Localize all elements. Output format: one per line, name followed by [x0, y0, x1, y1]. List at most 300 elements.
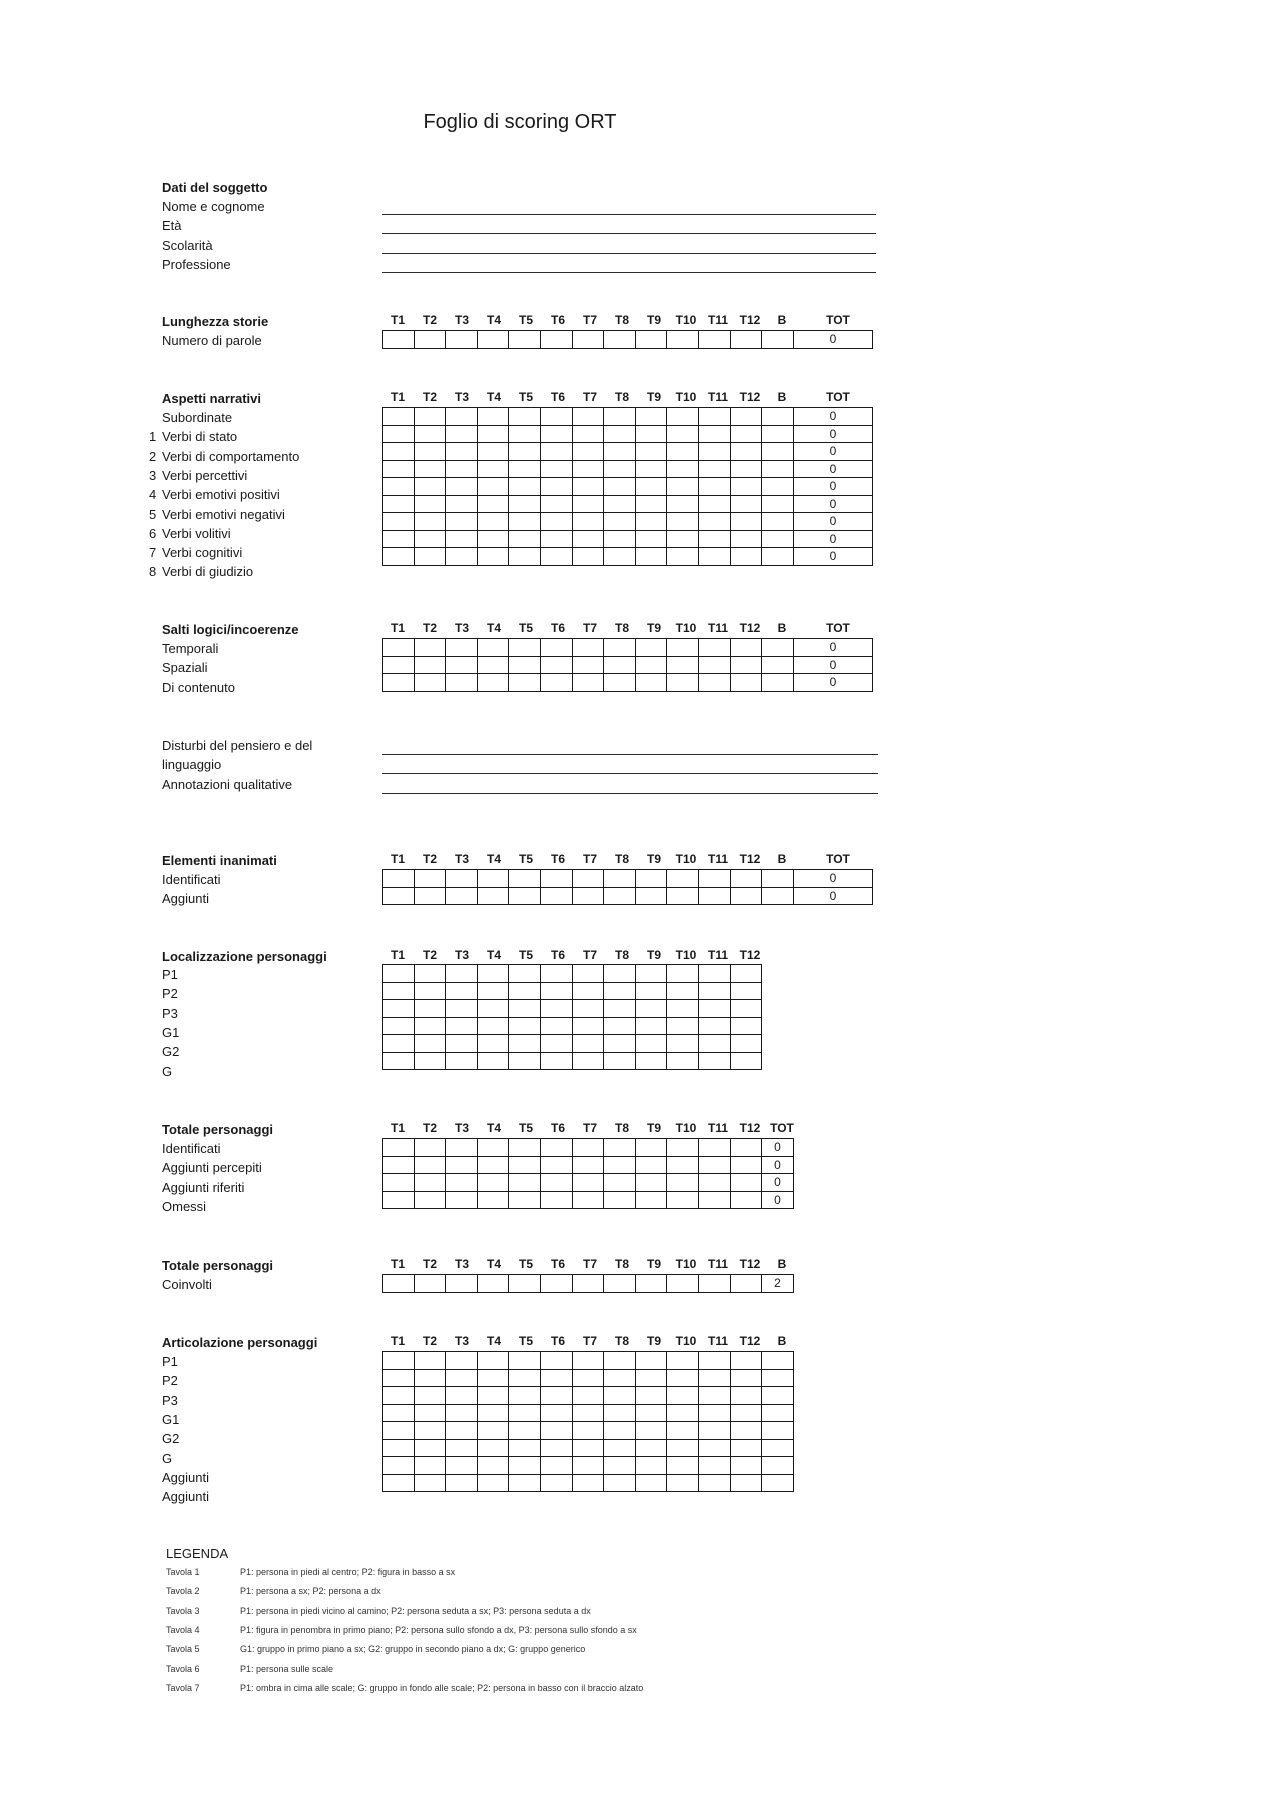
score-cell[interactable] — [414, 1422, 446, 1440]
score-cell[interactable] — [635, 478, 667, 496]
score-cell[interactable] — [698, 1474, 730, 1492]
score-cell[interactable] — [667, 1275, 699, 1293]
score-cell[interactable] — [667, 656, 699, 674]
score-cell[interactable] — [572, 1035, 604, 1053]
score-cell[interactable] — [572, 478, 604, 496]
score-cell[interactable] — [383, 674, 415, 692]
score-cell[interactable] — [540, 425, 572, 443]
score-cell[interactable] — [572, 1156, 604, 1174]
score-cell[interactable] — [477, 1052, 509, 1070]
score-cell[interactable] — [698, 1404, 730, 1422]
score-cell[interactable] — [477, 1275, 509, 1293]
score-cell[interactable] — [572, 1000, 604, 1018]
score-cell[interactable] — [540, 495, 572, 513]
score-cell[interactable] — [698, 1439, 730, 1457]
score-cell[interactable] — [383, 1174, 415, 1192]
score-cell[interactable] — [509, 639, 541, 657]
score-cell[interactable] — [446, 870, 478, 888]
score-cell[interactable] — [667, 1474, 699, 1492]
score-cell[interactable] — [667, 1035, 699, 1053]
score-cell[interactable] — [509, 425, 541, 443]
score-cell[interactable] — [604, 1035, 636, 1053]
score-cell[interactable] — [446, 530, 478, 548]
score-cell[interactable] — [383, 1139, 415, 1157]
score-cell[interactable] — [383, 1404, 415, 1422]
score-cell[interactable] — [572, 1387, 604, 1405]
fill-in-line[interactable] — [382, 253, 876, 254]
score-cell[interactable] — [540, 656, 572, 674]
score-cell[interactable] — [540, 1017, 572, 1035]
score-cell[interactable] — [730, 1156, 762, 1174]
score-cell[interactable] — [572, 530, 604, 548]
score-cell[interactable] — [698, 548, 730, 566]
score-cell[interactable] — [730, 495, 762, 513]
score-cell[interactable] — [540, 1191, 572, 1209]
score-cell[interactable] — [477, 1017, 509, 1035]
score-cell[interactable] — [572, 887, 604, 905]
score-cell[interactable] — [509, 1352, 541, 1370]
score-cell[interactable] — [635, 1474, 667, 1492]
score-cell[interactable] — [698, 1275, 730, 1293]
score-cell[interactable] — [730, 1017, 762, 1035]
score-cell[interactable] — [667, 870, 699, 888]
score-cell[interactable] — [383, 548, 415, 566]
score-cell[interactable] — [477, 1156, 509, 1174]
score-cell[interactable] — [477, 1191, 509, 1209]
score-cell[interactable] — [667, 331, 699, 349]
score-cell[interactable] — [414, 1156, 446, 1174]
score-cell[interactable] — [414, 1000, 446, 1018]
score-cell[interactable] — [446, 443, 478, 461]
score-cell[interactable] — [383, 887, 415, 905]
score-cell-b[interactable] — [762, 425, 794, 443]
score-cell[interactable] — [509, 1422, 541, 1440]
score-cell[interactable] — [667, 1404, 699, 1422]
score-cell[interactable] — [698, 1035, 730, 1053]
score-cell[interactable] — [540, 1457, 572, 1475]
score-cell[interactable] — [698, 982, 730, 1000]
score-cell[interactable] — [604, 495, 636, 513]
score-cell[interactable] — [604, 639, 636, 657]
score-cell[interactable] — [635, 656, 667, 674]
score-cell[interactable] — [635, 1174, 667, 1192]
score-cell-b[interactable] — [762, 1474, 794, 1492]
score-cell-b[interactable] — [762, 530, 794, 548]
score-cell[interactable] — [540, 1275, 572, 1293]
score-cell[interactable] — [509, 1017, 541, 1035]
score-cell[interactable] — [383, 639, 415, 657]
score-cell[interactable] — [540, 1052, 572, 1070]
score-cell-b[interactable] — [762, 1352, 794, 1370]
score-cell-b[interactable] — [762, 443, 794, 461]
score-cell[interactable] — [604, 1017, 636, 1035]
score-cell[interactable] — [698, 1352, 730, 1370]
score-cell[interactable] — [509, 1156, 541, 1174]
score-cell-b[interactable] — [762, 1387, 794, 1405]
score-cell[interactable] — [414, 887, 446, 905]
score-cell[interactable] — [572, 1191, 604, 1209]
score-cell[interactable] — [730, 478, 762, 496]
score-cell[interactable] — [667, 1156, 699, 1174]
score-cell[interactable] — [572, 965, 604, 983]
score-cell[interactable] — [509, 1191, 541, 1209]
score-cell[interactable] — [383, 870, 415, 888]
score-cell[interactable] — [446, 639, 478, 657]
score-cell[interactable] — [446, 1439, 478, 1457]
score-cell[interactable] — [446, 1035, 478, 1053]
score-cell[interactable] — [509, 1000, 541, 1018]
score-cell[interactable] — [540, 1369, 572, 1387]
score-cell[interactable] — [635, 674, 667, 692]
score-cell[interactable] — [730, 1439, 762, 1457]
score-cell[interactable] — [383, 495, 415, 513]
score-cell[interactable] — [446, 1404, 478, 1422]
score-cell[interactable] — [635, 639, 667, 657]
score-cell[interactable] — [509, 1369, 541, 1387]
score-cell[interactable] — [730, 425, 762, 443]
score-cell[interactable] — [698, 639, 730, 657]
score-cell[interactable] — [540, 478, 572, 496]
score-cell[interactable] — [509, 1139, 541, 1157]
score-cell[interactable] — [446, 1387, 478, 1405]
score-cell[interactable] — [730, 639, 762, 657]
score-cell[interactable] — [572, 443, 604, 461]
score-cell[interactable] — [604, 1439, 636, 1457]
score-cell-b[interactable] — [762, 1439, 794, 1457]
score-cell[interactable] — [635, 1035, 667, 1053]
score-cell[interactable] — [477, 331, 509, 349]
score-cell[interactable] — [477, 656, 509, 674]
score-cell[interactable] — [730, 1174, 762, 1192]
score-cell[interactable] — [604, 513, 636, 531]
score-cell[interactable] — [572, 656, 604, 674]
score-cell[interactable] — [446, 331, 478, 349]
score-cell[interactable] — [540, 1139, 572, 1157]
score-cell[interactable] — [698, 1139, 730, 1157]
score-cell[interactable] — [414, 965, 446, 983]
score-cell[interactable] — [383, 408, 415, 426]
score-cell[interactable] — [383, 443, 415, 461]
score-cell[interactable] — [667, 425, 699, 443]
score-cell[interactable] — [635, 887, 667, 905]
score-cell[interactable] — [730, 1404, 762, 1422]
score-cell-b[interactable] — [762, 513, 794, 531]
score-cell[interactable] — [446, 513, 478, 531]
score-cell[interactable] — [446, 478, 478, 496]
score-cell[interactable] — [572, 870, 604, 888]
score-cell[interactable] — [604, 1369, 636, 1387]
score-cell[interactable] — [604, 1000, 636, 1018]
score-cell[interactable] — [698, 1017, 730, 1035]
score-cell[interactable] — [540, 530, 572, 548]
score-cell[interactable] — [446, 1369, 478, 1387]
score-cell[interactable] — [540, 460, 572, 478]
fill-in-line[interactable] — [382, 214, 876, 215]
score-cell[interactable] — [730, 674, 762, 692]
score-cell[interactable] — [698, 530, 730, 548]
score-cell[interactable] — [414, 1369, 446, 1387]
score-cell[interactable] — [477, 1439, 509, 1457]
score-cell[interactable] — [383, 1352, 415, 1370]
score-cell[interactable] — [509, 513, 541, 531]
score-cell[interactable] — [604, 656, 636, 674]
score-cell[interactable] — [509, 674, 541, 692]
score-cell[interactable] — [446, 1474, 478, 1492]
score-cell[interactable] — [604, 1275, 636, 1293]
score-cell[interactable] — [509, 1275, 541, 1293]
score-cell[interactable] — [698, 656, 730, 674]
score-cell[interactable] — [572, 331, 604, 349]
score-cell[interactable] — [446, 1352, 478, 1370]
score-cell[interactable] — [509, 460, 541, 478]
score-cell[interactable] — [477, 674, 509, 692]
score-cell[interactable] — [414, 548, 446, 566]
score-cell[interactable] — [446, 1052, 478, 1070]
score-cell[interactable] — [572, 460, 604, 478]
score-cell[interactable] — [477, 513, 509, 531]
score-cell[interactable] — [635, 1422, 667, 1440]
score-cell[interactable] — [698, 331, 730, 349]
score-cell[interactable] — [572, 1017, 604, 1035]
score-cell[interactable] — [477, 408, 509, 426]
score-cell[interactable] — [572, 1439, 604, 1457]
score-cell[interactable] — [414, 1439, 446, 1457]
score-cell[interactable] — [509, 1174, 541, 1192]
score-cell[interactable] — [383, 1474, 415, 1492]
score-cell[interactable] — [446, 1275, 478, 1293]
score-cell[interactable] — [667, 513, 699, 531]
score-cell-b[interactable] — [762, 674, 794, 692]
score-cell[interactable] — [446, 1000, 478, 1018]
score-cell[interactable] — [730, 1191, 762, 1209]
score-cell[interactable] — [446, 1422, 478, 1440]
score-cell[interactable] — [667, 887, 699, 905]
score-cell[interactable] — [667, 1387, 699, 1405]
score-cell-b[interactable] — [762, 1369, 794, 1387]
score-cell[interactable] — [604, 1457, 636, 1475]
score-cell[interactable] — [604, 1139, 636, 1157]
score-cell[interactable] — [667, 1191, 699, 1209]
score-cell[interactable] — [414, 1174, 446, 1192]
score-cell[interactable] — [383, 1156, 415, 1174]
score-cell[interactable] — [667, 1017, 699, 1035]
score-cell[interactable] — [604, 548, 636, 566]
score-cell-b[interactable] — [762, 1404, 794, 1422]
score-cell[interactable] — [477, 530, 509, 548]
score-cell[interactable] — [635, 982, 667, 1000]
score-cell[interactable] — [383, 331, 415, 349]
score-cell[interactable] — [383, 425, 415, 443]
score-cell[interactable] — [414, 425, 446, 443]
score-cell[interactable] — [509, 1035, 541, 1053]
score-cell[interactable] — [604, 1156, 636, 1174]
score-cell[interactable] — [477, 478, 509, 496]
score-cell[interactable] — [635, 1439, 667, 1457]
score-cell[interactable] — [540, 1352, 572, 1370]
score-cell[interactable] — [667, 548, 699, 566]
score-cell[interactable] — [509, 656, 541, 674]
score-cell[interactable] — [730, 1457, 762, 1475]
score-cell[interactable] — [667, 478, 699, 496]
score-cell[interactable] — [446, 1156, 478, 1174]
score-cell[interactable] — [635, 1457, 667, 1475]
score-cell[interactable] — [477, 443, 509, 461]
score-cell[interactable] — [477, 887, 509, 905]
score-cell[interactable] — [414, 1052, 446, 1070]
score-cell[interactable] — [730, 887, 762, 905]
score-cell[interactable] — [698, 513, 730, 531]
score-cell[interactable] — [604, 443, 636, 461]
score-cell[interactable] — [635, 1387, 667, 1405]
score-cell[interactable] — [604, 460, 636, 478]
score-cell[interactable] — [604, 1474, 636, 1492]
score-cell[interactable] — [477, 1369, 509, 1387]
score-cell[interactable] — [667, 1139, 699, 1157]
score-cell[interactable] — [635, 443, 667, 461]
score-cell[interactable] — [509, 443, 541, 461]
score-cell[interactable] — [572, 1474, 604, 1492]
score-cell[interactable] — [667, 1369, 699, 1387]
score-cell[interactable] — [446, 965, 478, 983]
score-cell[interactable] — [604, 674, 636, 692]
score-cell[interactable] — [383, 982, 415, 1000]
score-cell[interactable] — [572, 1052, 604, 1070]
score-cell[interactable] — [540, 965, 572, 983]
score-cell[interactable] — [572, 1457, 604, 1475]
score-cell[interactable] — [509, 1052, 541, 1070]
score-cell[interactable] — [730, 1369, 762, 1387]
score-cell[interactable] — [604, 1191, 636, 1209]
score-cell[interactable] — [572, 1174, 604, 1192]
score-cell[interactable] — [604, 425, 636, 443]
score-cell[interactable] — [477, 548, 509, 566]
score-cell[interactable] — [572, 674, 604, 692]
score-cell[interactable] — [572, 1275, 604, 1293]
score-cell[interactable] — [604, 1052, 636, 1070]
score-cell[interactable] — [446, 1139, 478, 1157]
score-cell-b[interactable] — [762, 548, 794, 566]
score-cell[interactable] — [383, 513, 415, 531]
score-cell[interactable] — [698, 887, 730, 905]
score-cell[interactable] — [540, 1422, 572, 1440]
score-cell[interactable] — [477, 1352, 509, 1370]
score-cell[interactable] — [477, 1174, 509, 1192]
score-cell[interactable] — [509, 887, 541, 905]
score-cell-b[interactable] — [762, 460, 794, 478]
score-cell[interactable] — [730, 1139, 762, 1157]
score-cell[interactable] — [667, 1457, 699, 1475]
score-cell[interactable] — [446, 887, 478, 905]
score-cell[interactable] — [446, 548, 478, 566]
score-cell[interactable] — [477, 425, 509, 443]
score-cell[interactable] — [446, 982, 478, 1000]
score-cell[interactable] — [383, 1275, 415, 1293]
score-cell[interactable] — [667, 1352, 699, 1370]
score-cell[interactable] — [414, 1275, 446, 1293]
score-cell[interactable] — [509, 870, 541, 888]
score-cell[interactable] — [604, 887, 636, 905]
score-cell-b[interactable] — [762, 639, 794, 657]
score-cell[interactable] — [604, 1404, 636, 1422]
score-cell[interactable] — [414, 408, 446, 426]
fill-in-line[interactable] — [382, 233, 876, 234]
score-cell[interactable] — [698, 1052, 730, 1070]
score-cell[interactable] — [477, 1000, 509, 1018]
score-cell[interactable] — [698, 495, 730, 513]
score-cell[interactable] — [446, 656, 478, 674]
score-cell[interactable] — [635, 1275, 667, 1293]
score-cell[interactable] — [635, 1017, 667, 1035]
score-cell[interactable] — [509, 1404, 541, 1422]
score-cell[interactable] — [383, 1369, 415, 1387]
score-cell-b[interactable] — [762, 1422, 794, 1440]
score-cell[interactable] — [730, 530, 762, 548]
score-cell[interactable] — [509, 331, 541, 349]
score-cell[interactable] — [698, 408, 730, 426]
score-cell[interactable] — [604, 530, 636, 548]
score-cell[interactable] — [446, 674, 478, 692]
score-cell[interactable] — [730, 1000, 762, 1018]
score-cell[interactable] — [477, 495, 509, 513]
score-cell[interactable] — [414, 1474, 446, 1492]
score-cell[interactable] — [667, 674, 699, 692]
score-cell[interactable] — [540, 1439, 572, 1457]
score-cell[interactable] — [540, 1474, 572, 1492]
score-cell[interactable] — [446, 1191, 478, 1209]
score-cell[interactable] — [730, 408, 762, 426]
score-cell[interactable] — [446, 425, 478, 443]
score-cell[interactable] — [730, 1035, 762, 1053]
score-cell[interactable] — [509, 1439, 541, 1457]
score-cell[interactable] — [509, 965, 541, 983]
score-cell[interactable] — [446, 1017, 478, 1035]
score-cell[interactable] — [509, 408, 541, 426]
score-cell[interactable] — [509, 530, 541, 548]
score-cell[interactable] — [667, 443, 699, 461]
score-cell[interactable] — [446, 408, 478, 426]
score-cell[interactable] — [572, 639, 604, 657]
score-cell[interactable] — [572, 513, 604, 531]
score-cell[interactable] — [540, 513, 572, 531]
score-cell[interactable] — [477, 1457, 509, 1475]
score-cell[interactable] — [477, 1474, 509, 1492]
score-cell[interactable] — [604, 1387, 636, 1405]
score-cell[interactable] — [540, 887, 572, 905]
fill-in-line[interactable] — [382, 272, 876, 273]
score-cell[interactable] — [730, 1422, 762, 1440]
score-cell[interactable] — [635, 460, 667, 478]
score-cell[interactable] — [604, 331, 636, 349]
score-cell[interactable] — [730, 460, 762, 478]
score-cell[interactable] — [698, 478, 730, 496]
score-cell[interactable] — [572, 1139, 604, 1157]
score-cell-b[interactable] — [762, 495, 794, 513]
score-cell[interactable] — [635, 1000, 667, 1018]
score-cell[interactable] — [730, 548, 762, 566]
score-cell-b[interactable] — [762, 870, 794, 888]
score-cell[interactable] — [604, 965, 636, 983]
score-cell-b[interactable] — [762, 1457, 794, 1475]
score-cell[interactable] — [698, 460, 730, 478]
score-cell[interactable] — [509, 548, 541, 566]
score-cell[interactable] — [730, 1275, 762, 1293]
score-cell[interactable] — [572, 1352, 604, 1370]
score-cell[interactable] — [383, 460, 415, 478]
score-cell[interactable] — [730, 443, 762, 461]
score-cell[interactable] — [509, 1474, 541, 1492]
score-cell[interactable] — [667, 982, 699, 1000]
score-cell[interactable] — [414, 331, 446, 349]
